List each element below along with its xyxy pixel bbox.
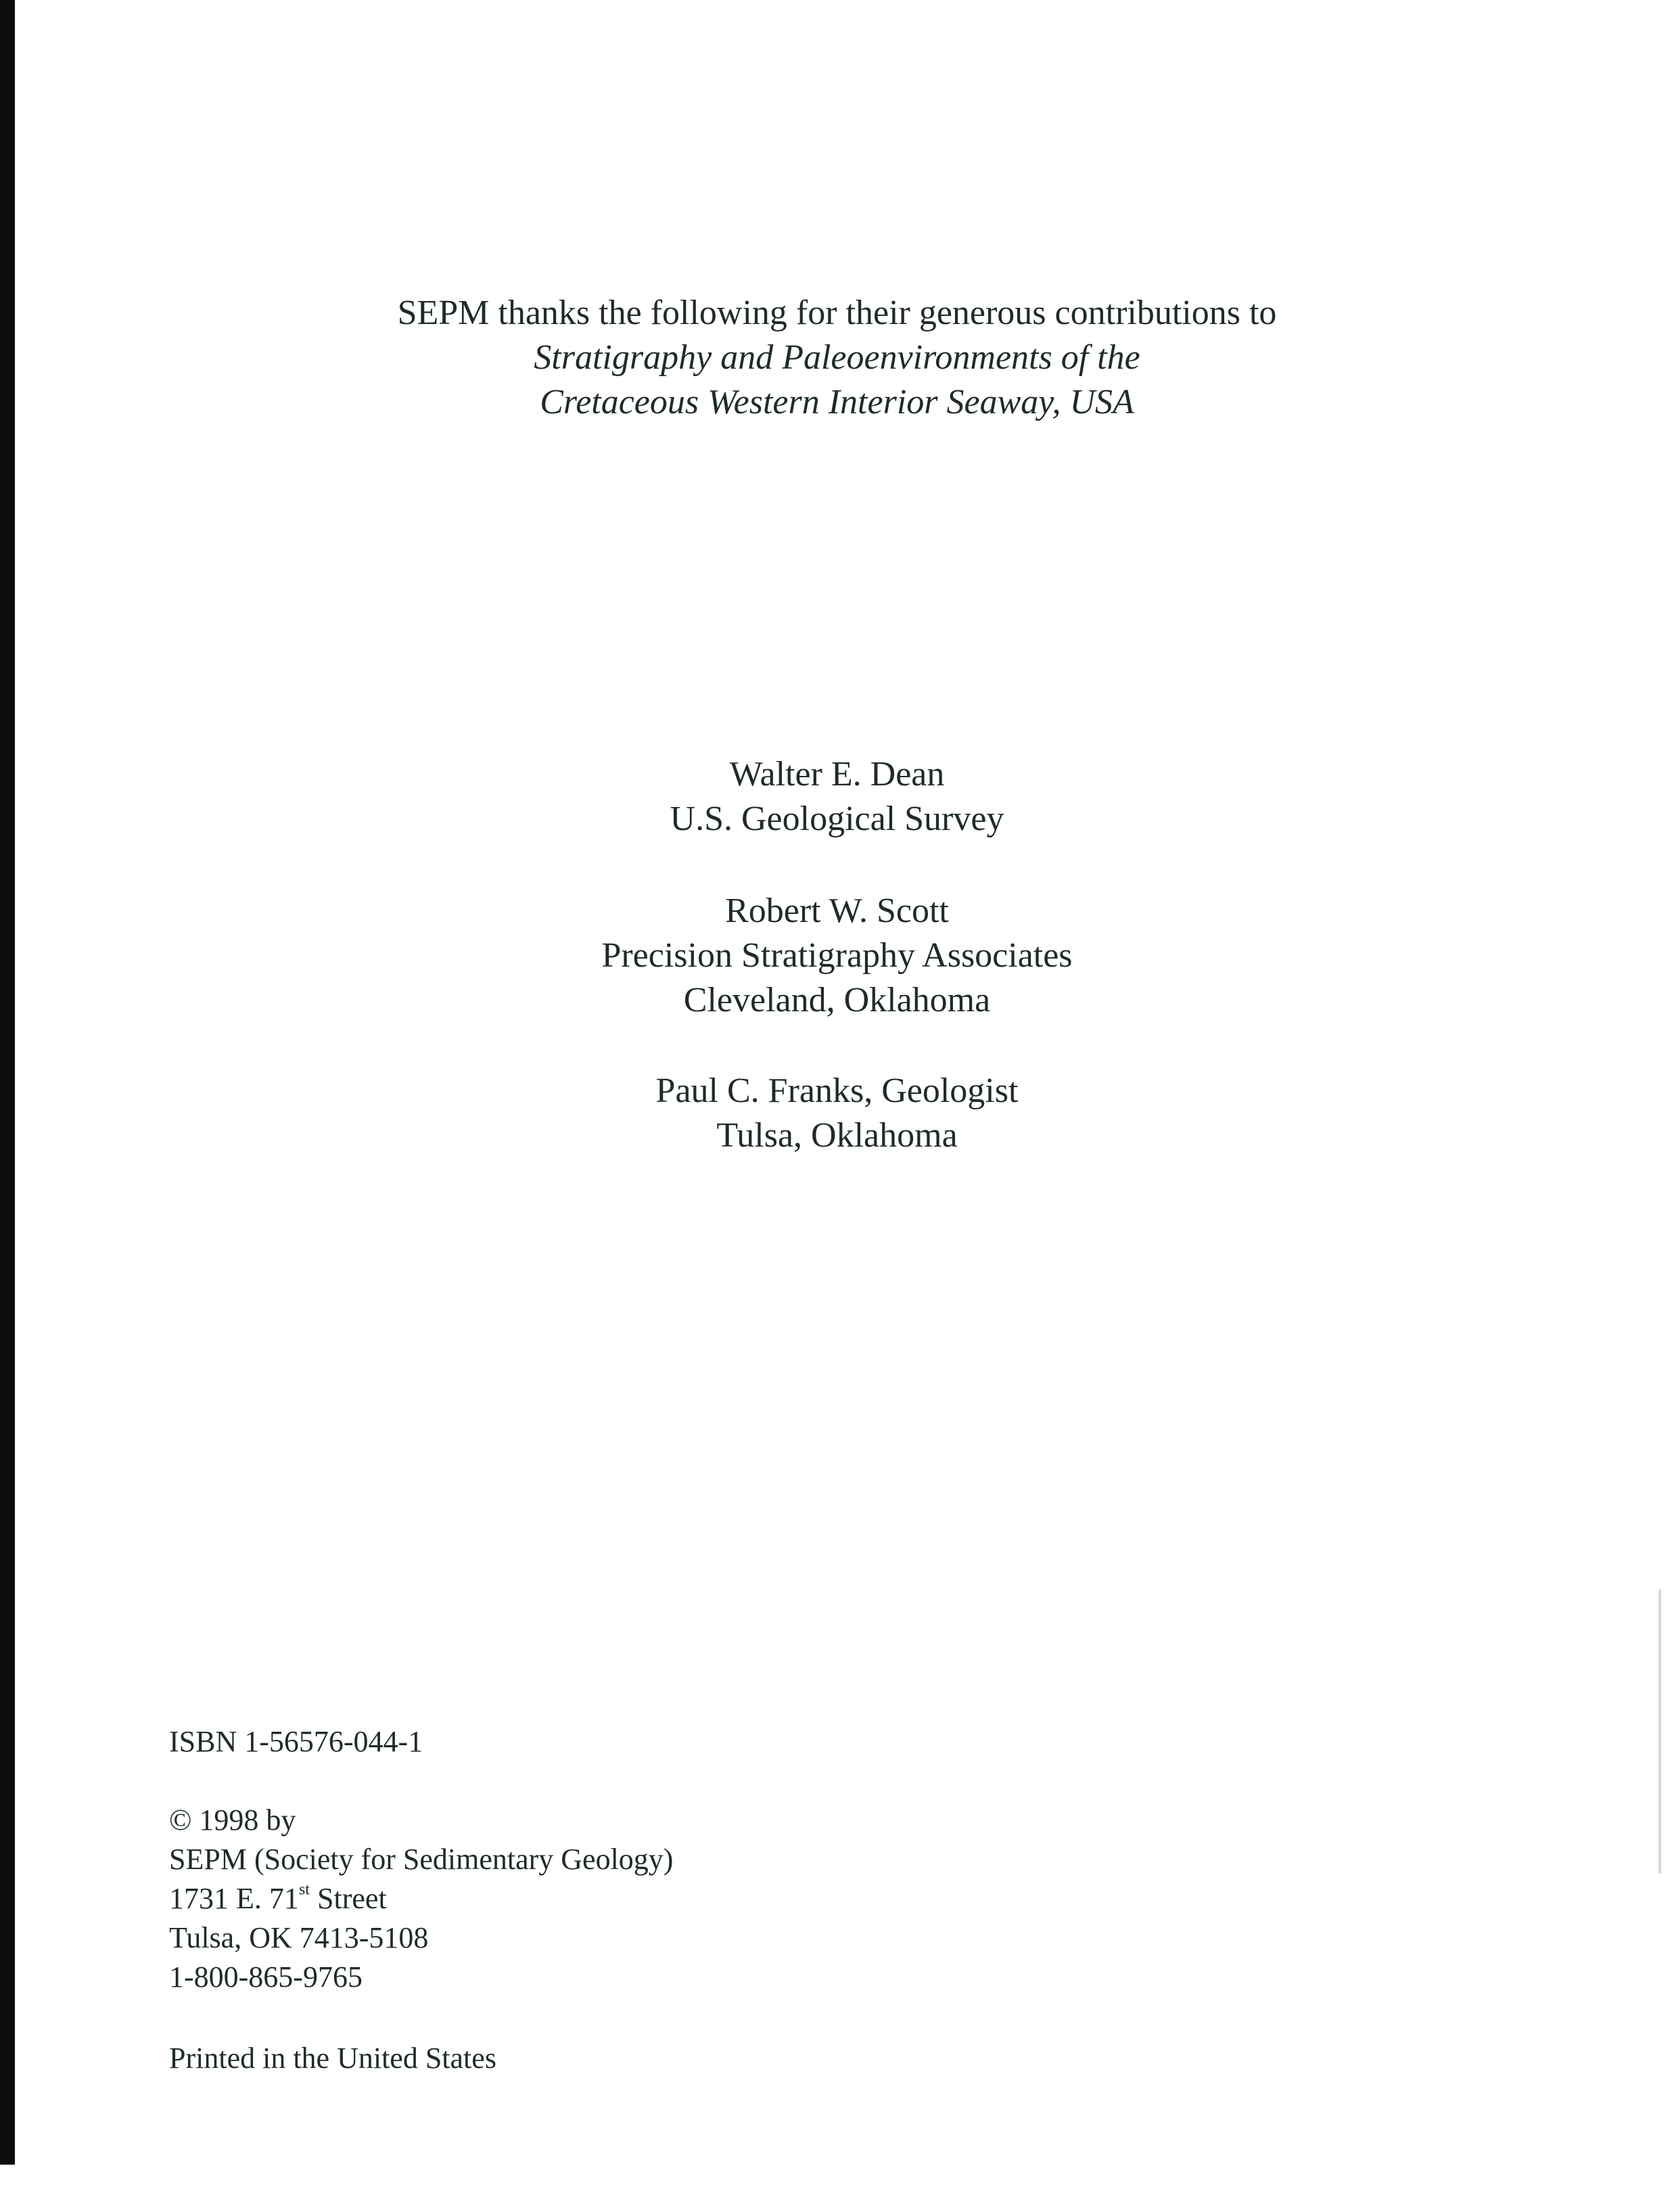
thanks-line: SEPM thanks the following for their generous contributions to xyxy=(397,294,1277,332)
publisher-phone: 1-800-865-9765 xyxy=(169,1960,363,1994)
contributor-affiliation: Precision Stratigraphy Associates xyxy=(601,936,1073,975)
publisher-name: SEPM (Society for Sedimentary Geology) xyxy=(169,1843,674,1876)
street-number: 1731 E. 71 xyxy=(169,1882,299,1915)
publisher-block xyxy=(169,1801,673,1997)
contributor-2 xyxy=(0,889,1674,1023)
scan-edge-right xyxy=(1658,1590,1661,1874)
contributor-affiliation: U.S. Geological Survey xyxy=(670,800,1004,838)
publisher-street xyxy=(169,1879,673,1918)
printed-block xyxy=(169,2039,496,2078)
contributor-name: Robert W. Scott xyxy=(725,892,949,930)
street-ordinal-suffix: st xyxy=(298,1880,310,1899)
copyright-line: © 1998 by xyxy=(169,1803,296,1837)
printed-in: Printed in the United States xyxy=(169,2042,496,2075)
contributor-1 xyxy=(0,752,1674,842)
book-title-line-1: Stratigraphy and Paleoenvironments of the xyxy=(534,338,1140,377)
isbn: ISBN 1-56576-044-1 xyxy=(169,1725,423,1758)
isbn-block xyxy=(169,1722,423,1761)
acknowledgement-heading xyxy=(0,291,1674,425)
contributor-name: Paul C. Franks, Geologist xyxy=(655,1072,1019,1110)
contributor-name: Walter E. Dean xyxy=(729,755,945,793)
contributor-location: Tulsa, Oklahoma xyxy=(716,1116,958,1155)
contributor-3 xyxy=(0,1069,1674,1158)
street-name: Street xyxy=(310,1882,387,1915)
publisher-city: Tulsa, OK 7413-5108 xyxy=(169,1921,429,1954)
book-title-line-2: Cretaceous Western Interior Seaway, USA xyxy=(540,383,1134,421)
contributor-location: Cleveland, Oklahoma xyxy=(683,981,991,1019)
